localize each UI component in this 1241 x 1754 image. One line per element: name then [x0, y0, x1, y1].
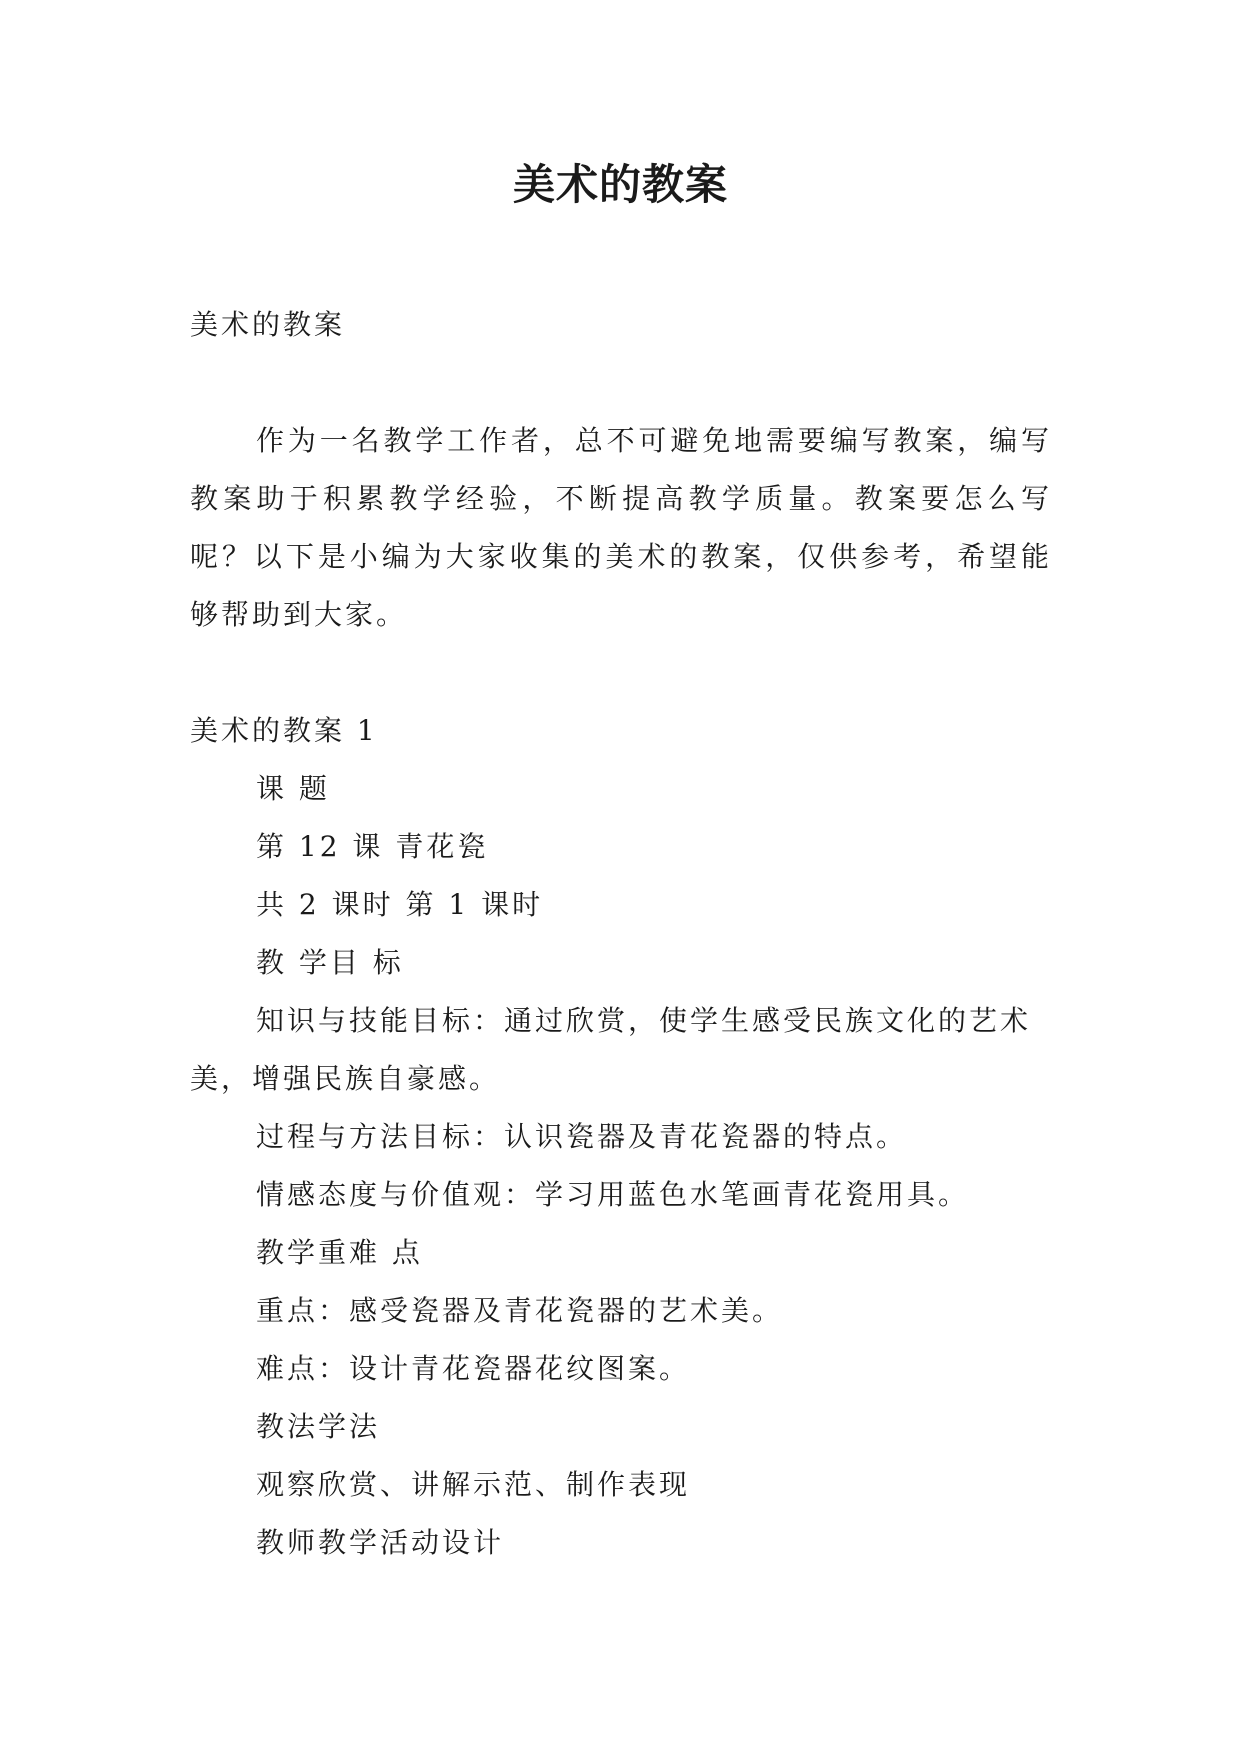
section-heading: 美术的教案 1: [190, 714, 378, 747]
key-difficult-points-heading: 教学重难 点: [256, 1236, 423, 1269]
document-body: [190, 296, 1052, 1572]
emotion-value-objective: 情感态度与价值观：学习用蓝色水笔画青花瓷用具。: [256, 1178, 970, 1211]
document-title: 美术的教案: [512, 160, 728, 209]
difficult-point: 难点：设计青花瓷器花纹图案。: [256, 1352, 691, 1385]
lesson-title: 第 12 课 青花瓷: [256, 830, 489, 863]
process-method-objective: 过程与方法目标：认识瓷器及青花瓷器的特点。: [256, 1120, 908, 1153]
intro-paragraph: 作为一名教学工作者，总不可避免地需要编写教案，编写教案助于积累教学经验，不断提高教学质量。教案要怎么写呢？以下是小编为大家收集的美术的教案，仅供参考，希望能够帮助到大家。: [190, 424, 1052, 631]
teacher-activity-heading: 教师教学活动设计: [256, 1526, 505, 1559]
objectives-heading: 教 学目 标: [256, 946, 404, 979]
key-point: 重点：感受瓷器及青花瓷器的艺术美。: [256, 1294, 784, 1327]
document-subtitle: 美术的教案: [190, 308, 346, 341]
knowledge-skill-objective: 知识与技能目标：通过欣赏，使学生感受民族文化的艺术美，增强民族自豪感。: [190, 1004, 1032, 1095]
teaching-methods: 观察欣赏、讲解示范、制作表现: [256, 1468, 691, 1501]
lesson-periods: 共 2 课时 第 1 课时: [256, 888, 544, 921]
lesson-subject-label: 课 题: [256, 772, 330, 805]
teaching-methods-heading: 教法学法: [256, 1410, 381, 1443]
